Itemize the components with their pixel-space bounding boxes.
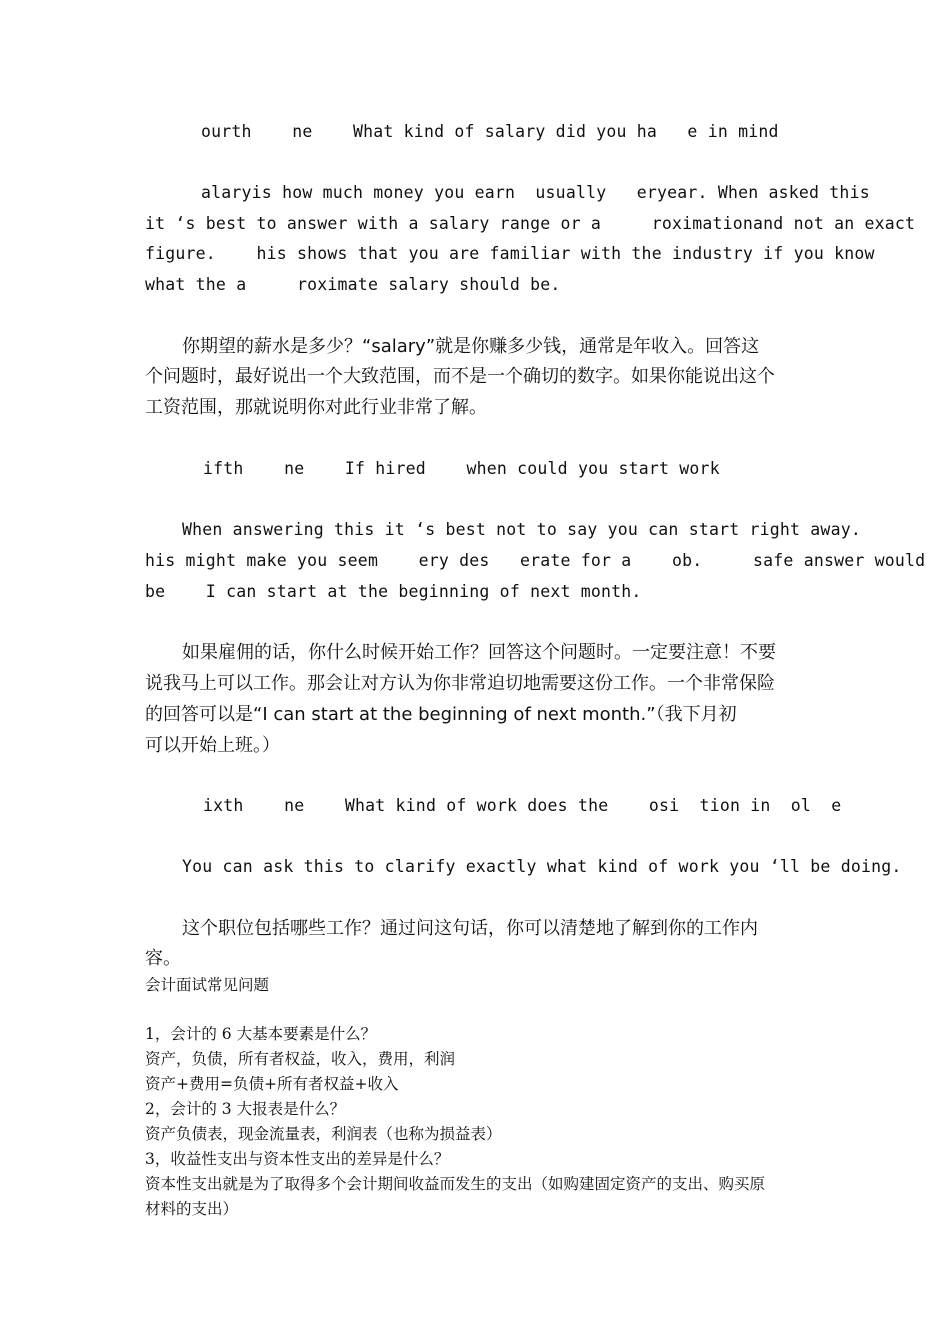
chinese-translation-line: 工资范围，那就说明你对此行业非常了解。 bbox=[145, 397, 487, 418]
chinese-translation-line: 可以开始上班。） bbox=[145, 735, 280, 756]
answer-line: what the a roximate salary should be. bbox=[145, 275, 561, 294]
chinese-translation-line: 说我马上可以工作。那会让对方认为你非常迫切地需要这份工作。一个非常保险 bbox=[145, 673, 775, 694]
question-heading-fifth: ifth ne If hired when could you start work bbox=[203, 459, 720, 478]
answer-line: alaryis how much money you earn usually eryear. When asked this bbox=[201, 183, 870, 202]
qa-line: 资产+费用=负债+所有者权益+收入 bbox=[145, 1075, 399, 1093]
qa-line: 2，会计的 3 大报表是什么？ bbox=[145, 1100, 346, 1118]
chinese-translation-line: 容。 bbox=[145, 948, 181, 969]
chinese-translation-line: 如果雇佣的话，你什么时候开始工作？回答这个问题时。一定要注意！不要 bbox=[182, 642, 776, 663]
question-heading-sixth: ixth ne What kind of work does the osi tion in ol e bbox=[203, 796, 842, 815]
answer-line: his might make you seem ery des erate for a ob. safe answer would bbox=[145, 551, 926, 570]
answer-line: When answering this it ‘s best not to say you can start right away. bbox=[182, 520, 861, 539]
answer-line: it ‘s best to answer with a salary range or a roximationand not an exact bbox=[145, 214, 916, 233]
chinese-translation-line: 的回答可以是“I can start at the beginning of next month.”（我下月初 bbox=[145, 704, 737, 725]
qa-line: 资产负债表，现金流量表，利润表（也称为损益表） bbox=[145, 1125, 502, 1143]
answer-line: You can ask this to clarify exactly what kind of work you ‘ll be doing. bbox=[182, 857, 902, 876]
qa-line: 1，会计的 6 大基本要素是什么？ bbox=[145, 1025, 377, 1043]
chinese-translation-line: 这个职位包括哪些工作？通过问这句话，你可以清楚地了解到你的工作内 bbox=[182, 918, 758, 939]
answer-line: figure. his shows that you are familiar with the industry if you know bbox=[145, 244, 875, 263]
answer-line: be I can start at the beginning of next month. bbox=[145, 582, 642, 601]
qa-line: 材料的支出） bbox=[145, 1200, 239, 1218]
question-heading-fourth: ourth ne What kind of salary did you ha e in mind bbox=[201, 122, 779, 141]
chinese-translation-line: 你期望的薪水是多少？“salary”就是你赚多少钱，通常是年收入。回答这 bbox=[182, 336, 760, 357]
chinese-translation-line: 个问题时，最好说出一个大致范围，而不是一个确切的数字。如果你能说出这个 bbox=[145, 366, 775, 387]
qa-line: 3，收益性支出与资本性支出的差异是什么？ bbox=[145, 1150, 450, 1168]
qa-line: 资本性支出就是为了取得多个会计期间收益而发生的支出（如购建固定资产的支出、购买原 bbox=[145, 1175, 766, 1193]
section-title: 会计面试常见问题 bbox=[145, 976, 270, 994]
qa-line: 资产，负债，所有者权益，收入，费用，利润 bbox=[145, 1050, 456, 1068]
